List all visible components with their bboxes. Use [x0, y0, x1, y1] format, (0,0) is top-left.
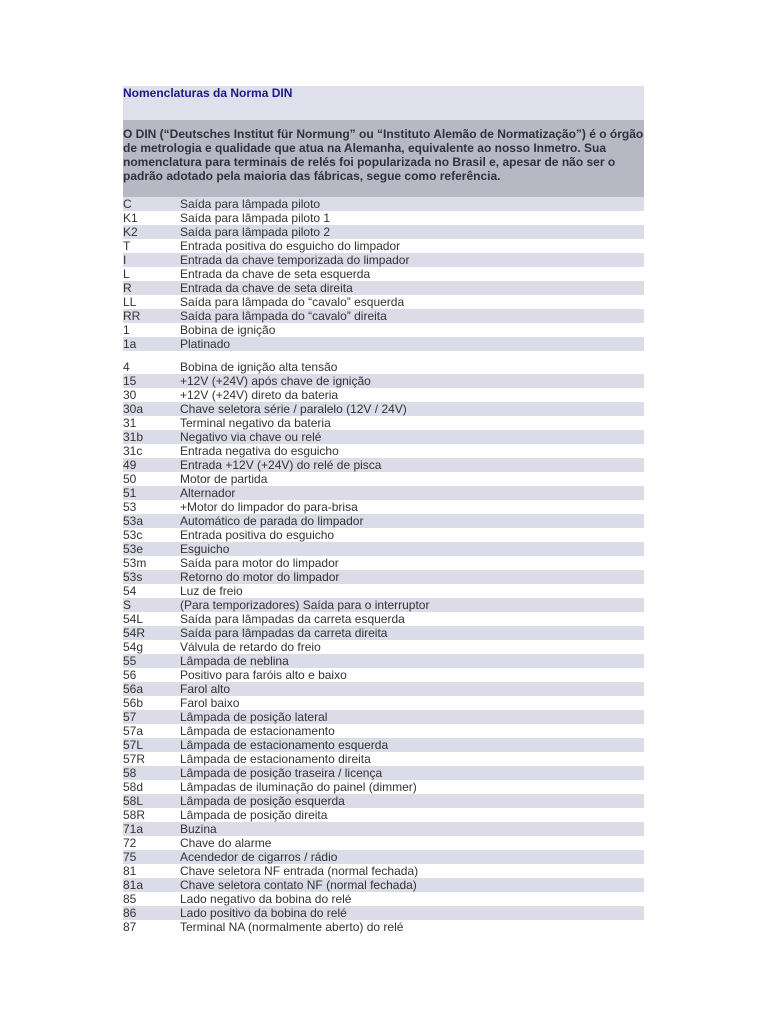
- terminal-description: Buzina: [180, 822, 217, 836]
- terminal-code: 54R: [123, 626, 146, 640]
- document-page: [123, 86, 644, 934]
- table-row: [123, 458, 644, 472]
- table-row: [123, 556, 644, 570]
- terminal-code: 58L: [123, 794, 144, 808]
- table-row: [123, 323, 644, 337]
- terminal-description: Retorno do motor do limpador: [180, 570, 340, 584]
- terminal-code: L: [123, 267, 130, 281]
- terminal-code: 57: [123, 710, 137, 724]
- table-row: [123, 850, 644, 864]
- terminal-code: 56a: [123, 682, 144, 696]
- table-row: [123, 197, 644, 211]
- terminal-code: 53: [123, 500, 137, 514]
- terminal-code: 31: [123, 416, 137, 430]
- terminal-description: Lâmpada de posição lateral: [180, 710, 328, 724]
- table-row: [123, 211, 644, 225]
- table-row: [123, 878, 644, 892]
- table-row: [123, 836, 644, 850]
- table-row: [123, 514, 644, 528]
- table-row: [123, 640, 644, 654]
- table-row: [123, 752, 644, 766]
- table-row: [123, 626, 644, 640]
- terminal-description: Entrada positiva do esguicho: [180, 528, 335, 542]
- terminal-description: Terminal NA (normalmente aberto) do relé: [180, 920, 404, 934]
- terminal-code: 57L: [123, 738, 144, 752]
- table-row: [123, 598, 644, 612]
- terminal-code: C: [123, 197, 132, 211]
- terminal-description: Saída para lâmpadas da carreta esquerda: [180, 612, 405, 626]
- table-row: [123, 654, 644, 668]
- terminal-code: 53a: [123, 514, 144, 528]
- table-row: [123, 472, 644, 486]
- terminal-code: 15: [123, 374, 137, 388]
- terminal-description: +12V (+24V) após chave de ignição: [180, 374, 371, 388]
- terminal-description: Chave seletora NF entrada (normal fechada): [180, 864, 419, 878]
- terminal-code: 53m: [123, 556, 147, 570]
- terminal-description: Positivo para faróis alto e baixo: [180, 668, 347, 682]
- table-row: [123, 500, 644, 514]
- table-row: [123, 822, 644, 836]
- terminal-code: 55: [123, 654, 137, 668]
- terminal-code: 49: [123, 458, 137, 472]
- terminal-description: Entrada da chave temporizada do limpador: [180, 253, 410, 267]
- table-row: [123, 780, 644, 794]
- terminal-code: 57a: [123, 724, 144, 738]
- terminal-description: Lâmpada de estacionamento esquerda: [180, 738, 389, 752]
- table-row: [123, 682, 644, 696]
- table-row: [123, 430, 644, 444]
- terminal-code: 85: [123, 892, 137, 906]
- terminal-code: 72: [123, 836, 137, 850]
- terminal-description: Saída para motor do limpador: [180, 556, 339, 570]
- terminal-description: Entrada da chave de seta direita: [180, 281, 353, 295]
- table-row: [123, 416, 644, 430]
- terminal-code: 81a: [123, 878, 144, 892]
- terminal-description: Farol alto: [180, 682, 231, 696]
- terminal-code: 51: [123, 486, 137, 500]
- terminal-code: S: [123, 598, 132, 612]
- table-row: [123, 267, 644, 281]
- terminal-description: Chave seletora série / paralelo (12V / 24V): [180, 402, 407, 416]
- terminal-code: 81: [123, 864, 137, 878]
- terminal-description: Saída para lâmpada do “cavalo” esquerda: [180, 295, 405, 309]
- table-row: [123, 239, 644, 253]
- terminal-code: K2: [123, 225, 138, 239]
- terminal-description: Chave do alarme: [180, 836, 272, 850]
- terminal-code: 87: [123, 920, 137, 934]
- terminal-description: Saída para lâmpada piloto 2: [180, 225, 331, 239]
- table-row: [123, 696, 644, 710]
- terminal-code: 50: [123, 472, 137, 486]
- terminal-code: 30a: [123, 402, 144, 416]
- terminal-description: Saída para lâmpadas da carreta direita: [180, 626, 388, 640]
- table-row: [123, 542, 644, 556]
- terminal-code: 31c: [123, 444, 143, 458]
- table-row: [123, 225, 644, 239]
- terminal-code: RR: [123, 309, 141, 323]
- terminal-description: Lado negativo da bobina do relé: [180, 892, 352, 906]
- terminal-description: Acendedor de cigarros / rádio: [180, 850, 338, 864]
- terminal-code: 58R: [123, 808, 146, 822]
- table-row: [123, 808, 644, 822]
- terminal-description: Saída para lâmpada do “cavalo” direita: [180, 309, 387, 323]
- table-row: [123, 281, 644, 295]
- terminal-description: Lâmpada de posição esquerda: [180, 794, 345, 808]
- terminal-description: Saída para lâmpada piloto: [180, 197, 321, 211]
- table-row: [123, 864, 644, 878]
- terminal-code: LL: [123, 295, 137, 309]
- terminal-code: 4: [123, 360, 130, 374]
- table-row: [123, 570, 644, 584]
- terminal-code: 54L: [123, 612, 144, 626]
- terminal-code: 56: [123, 668, 137, 682]
- terminal-description: Luz de freio: [180, 584, 243, 598]
- terminal-description: Entrada +12V (+24V) do relé de pisca: [180, 458, 382, 472]
- terminal-code: R: [123, 281, 132, 295]
- table-row: [123, 402, 644, 416]
- title-band: [123, 86, 644, 120]
- terminal-description: Alternador: [180, 486, 236, 500]
- terminal-code: 53e: [123, 542, 144, 556]
- table-row: [123, 337, 644, 351]
- terminal-description: Esguicho: [180, 542, 230, 556]
- terminal-description: Lado positivo da bobina do relé: [180, 906, 347, 920]
- terminal-code: 86: [123, 906, 137, 920]
- terminal-code: 1: [123, 323, 130, 337]
- terminal-description: Negativo via chave ou relé: [180, 430, 322, 444]
- terminal-description: Automático de parada do limpador: [180, 514, 364, 528]
- terminal-description: +Motor do limpador do para-brisa: [180, 500, 358, 514]
- terminal-description: Lâmpada de posição traseira / licença: [180, 766, 383, 780]
- terminal-description: Lâmpadas de iluminação do painel (dimmer): [180, 780, 417, 794]
- table-row: [123, 794, 644, 808]
- terminal-description: Bobina de ignição: [180, 323, 276, 337]
- table-row: [123, 766, 644, 780]
- terminal-code: 54: [123, 584, 137, 598]
- table-row: [123, 444, 644, 458]
- terminal-code: K1: [123, 211, 138, 225]
- terminal-description: Lâmpada de estacionamento direita: [180, 752, 371, 766]
- table-row: [123, 584, 644, 598]
- terminal-description: Lâmpada de posição direita: [180, 808, 328, 822]
- terminal-code: 57R: [123, 752, 146, 766]
- terminal-description: (Para temporizadores) Saída para o interruptor: [180, 598, 430, 612]
- table-row: [123, 612, 644, 626]
- terminal-code: T: [123, 239, 131, 253]
- terminal-description: Lâmpada de estacionamento: [180, 724, 335, 738]
- terminal-code: 53c: [123, 528, 143, 542]
- terminal-description: Farol baixo: [180, 696, 240, 710]
- terminal-code: 31b: [123, 430, 144, 444]
- table-row: [123, 738, 644, 752]
- table-row: [123, 374, 644, 388]
- terminal-code: I: [123, 253, 127, 267]
- terminal-description: Saída para lâmpada piloto 1: [180, 211, 331, 225]
- terminal-description: Válvula de retardo do freio: [180, 640, 321, 654]
- terminal-code: 71a: [123, 822, 144, 836]
- terminal-description: Terminal negativo da bateria: [180, 416, 331, 430]
- terminal-description: Chave seletora contato NF (normal fechada): [180, 878, 417, 892]
- terminal-code: 58d: [123, 780, 144, 794]
- terminal-code: 30: [123, 388, 137, 402]
- terminal-code: 56b: [123, 696, 144, 710]
- table-row: [123, 906, 644, 920]
- table-row: [123, 360, 644, 374]
- terminal-code: 58: [123, 766, 137, 780]
- terminal-description: +12V (+24V) direto da bateria: [180, 388, 339, 402]
- table-row: [123, 710, 644, 724]
- terminal-table: [123, 197, 644, 934]
- terminal-description: Motor de partida: [180, 472, 268, 486]
- table-row: [123, 486, 644, 500]
- table-row: [123, 295, 644, 309]
- intro-paragraph: O DIN (“Deutsches Institut für Normung” ou “Instituto Alemão de Normatização”) é o órgão de metrologia e qualidade que atua na Alemanha, equivalente ao nosso Inmetro. Sua nomenclatura para terminais de relés foi popularizada no Brasil e, apesar de não ser o padrão adotado pela maioria das fábricas, segue como referência.: [123, 120, 644, 197]
- table-row: [123, 724, 644, 738]
- terminal-description: Bobina de ignição alta tensão: [180, 360, 338, 374]
- table-row: [123, 309, 644, 323]
- terminal-code: 54g: [123, 640, 144, 654]
- terminal-description: Entrada da chave de seta esquerda: [180, 267, 371, 281]
- terminal-description: Lâmpada de neblina: [180, 654, 289, 668]
- table-row: [123, 920, 644, 934]
- table-row: [123, 528, 644, 542]
- table-row: [123, 892, 644, 906]
- table-row: [123, 668, 644, 682]
- terminal-code: 1a: [123, 337, 137, 351]
- terminal-code: 53s: [123, 570, 143, 584]
- page-title: Nomenclaturas da Norma DIN: [123, 86, 293, 100]
- terminal-code: 75: [123, 850, 137, 864]
- terminal-description: Entrada negativa do esguicho: [180, 444, 339, 458]
- terminal-description: Platinado: [180, 337, 231, 351]
- table-row: [123, 253, 644, 267]
- terminal-description: Entrada positiva do esguicho do limpador: [180, 239, 401, 253]
- table-row: [123, 388, 644, 402]
